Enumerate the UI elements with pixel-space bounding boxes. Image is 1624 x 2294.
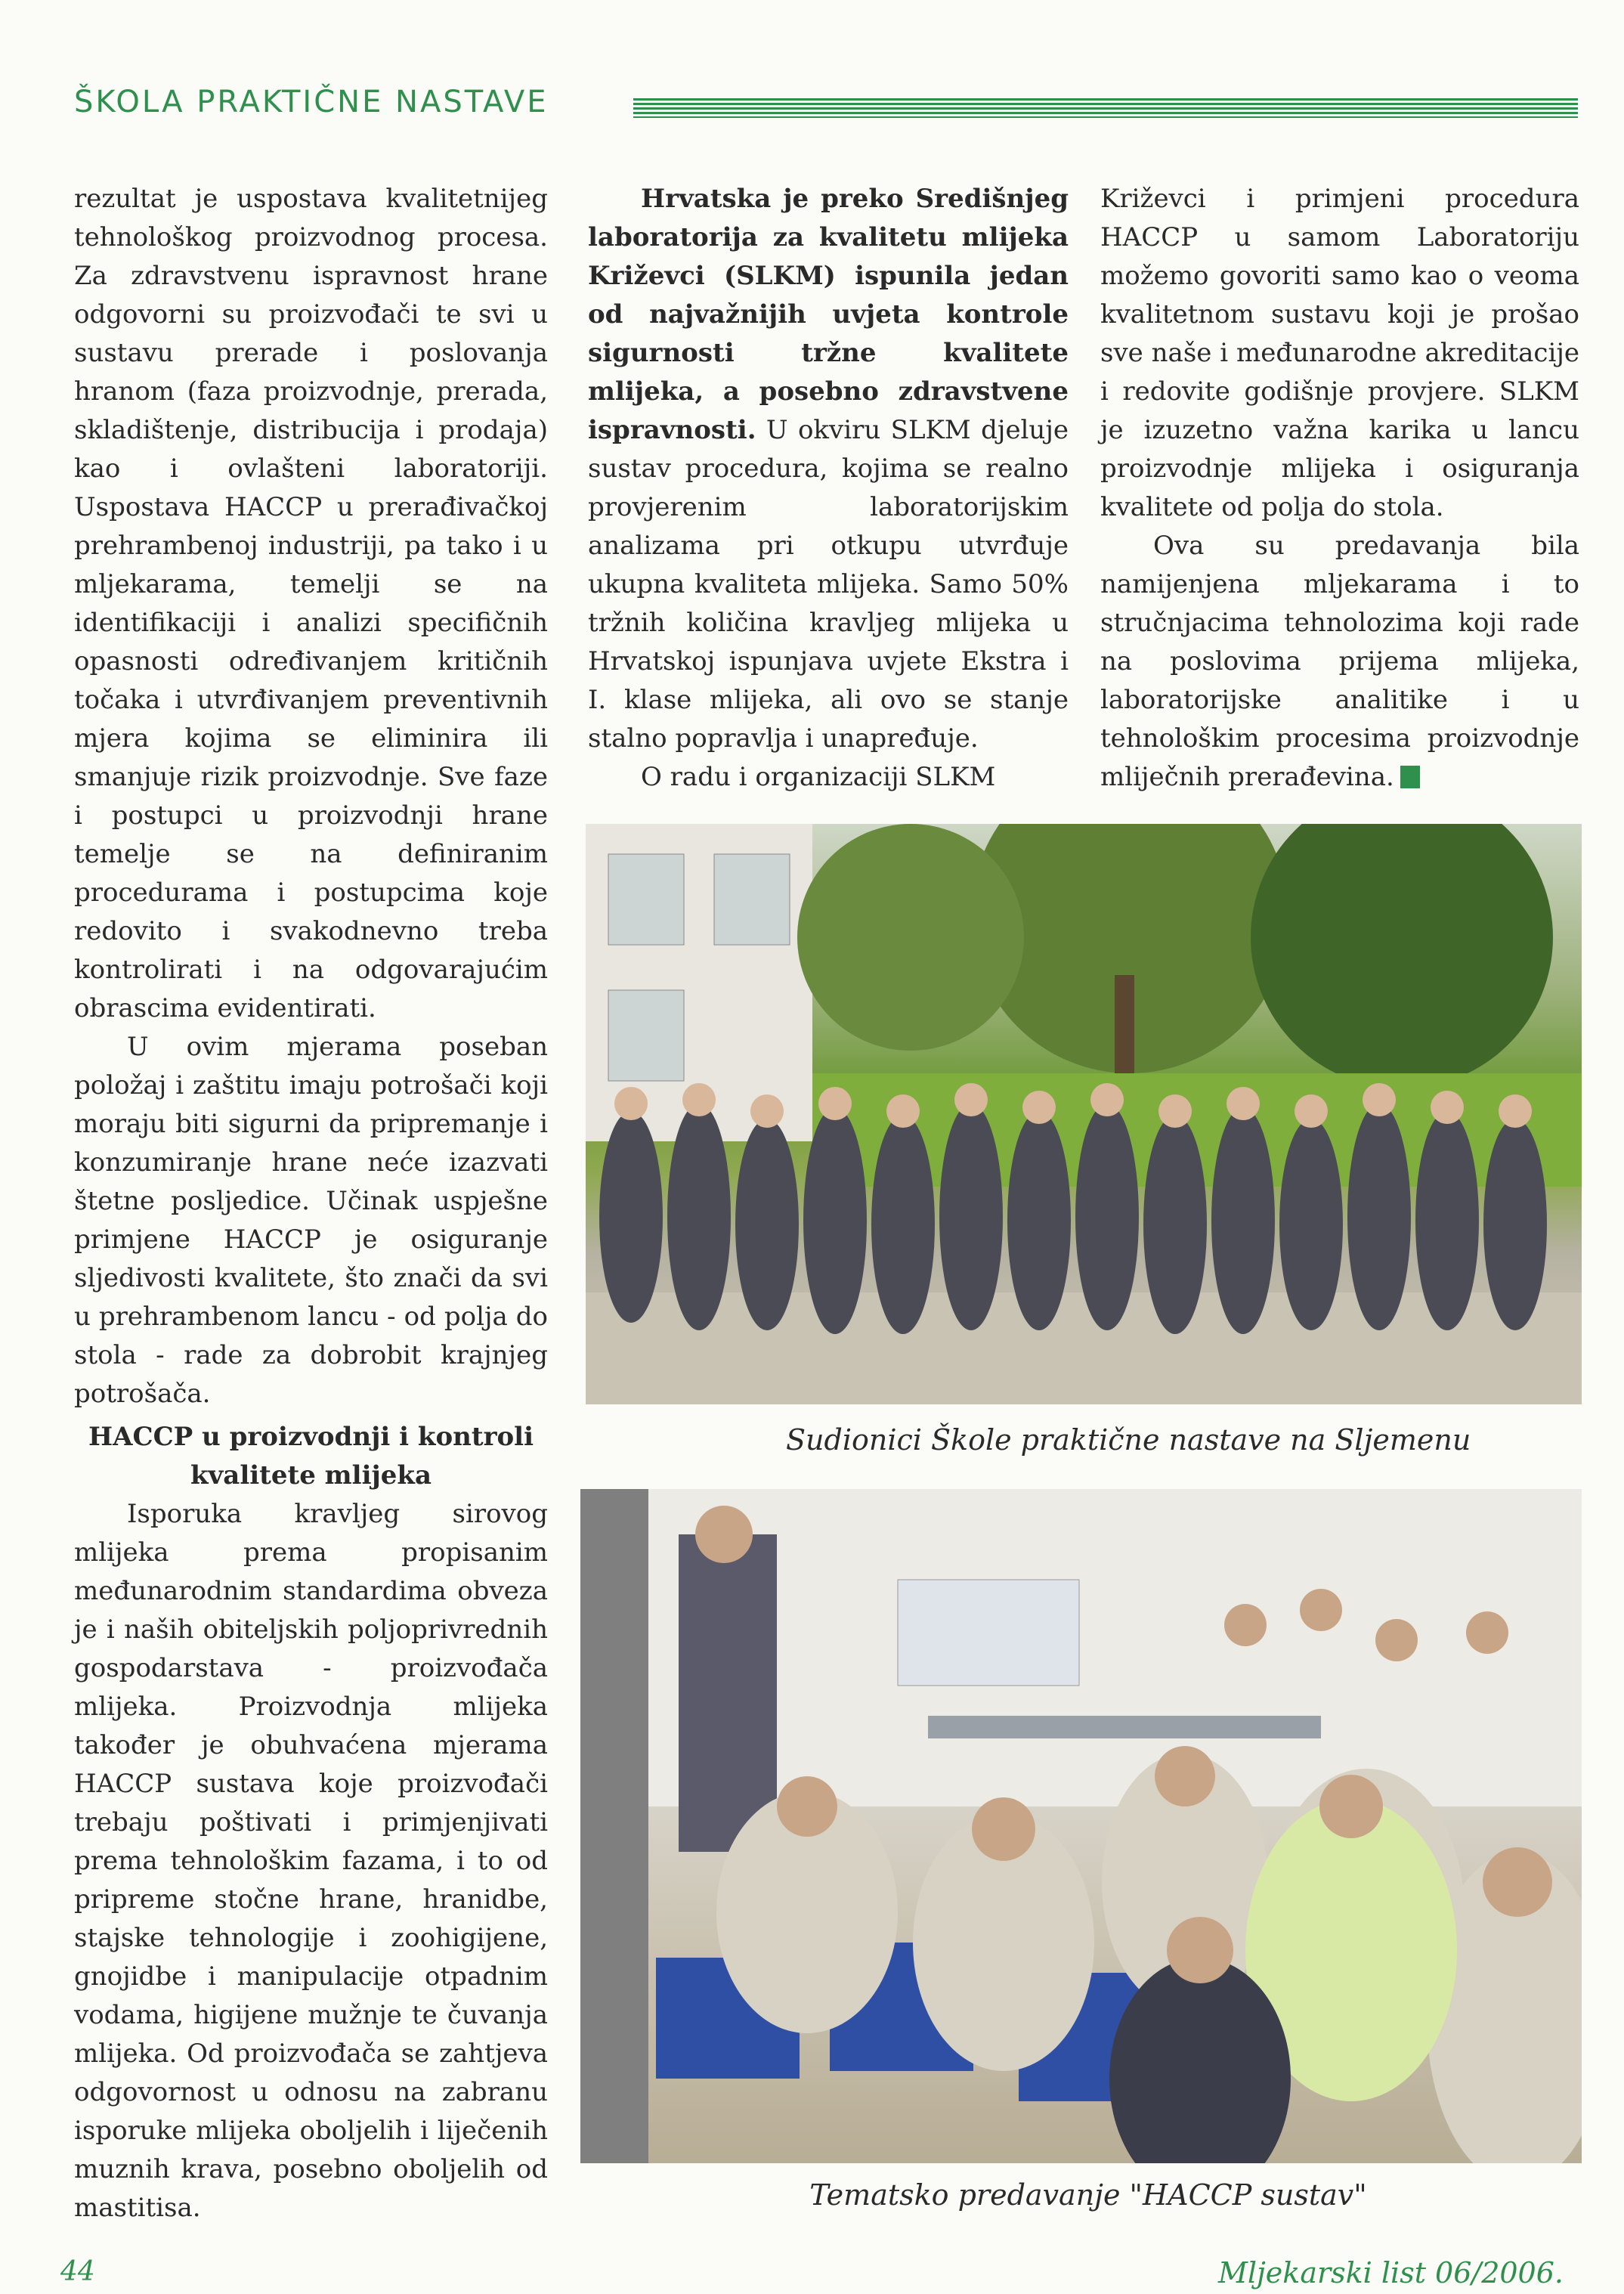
text-column-2 [588,180,1069,797]
paragraph: rezultat je uspostava kvalitetnijeg tehnološkog proizvodnog procesa. Za zdravstvenu ispravnost hrane odgovorni su proizvođači te svi u sustavu prerade i poslovanja hranom (faza proizvodnje, prerada, skladištenje, distribucija i prodaja) kao i ovlašteni laboratoriji. Uspostava HACCP u prerađivačkoj prehrambenoj industriji, pa tako i u mljekarama, temelji se na identifikaciji i analizi specifičnih opasnosti određivanjem kritičnih točaka i utvrđivanjem preventivnih mjera kojima se eliminira ili smanjuje rizik proizvodnje. Sve faze i postupci u proizvodnji hrane temelje se na definiranim procedurama i postupcima koje redovito i svakodnevno treba kontrolirati i na odgovarajućim obrascima evidentirati. [74,184,548,1023]
lecture-photo-illustration [580,1489,1582,2163]
page-number: 44 [60,2256,95,2287]
section-title: ŠKOLA PRAKTIČNE NASTAVE [74,85,549,119]
journal-issue: Mljekarski list 06/2006. [1217,2256,1564,2289]
paragraph: Isporuka kravljeg sirovog mlijeka prema propisanim međunarodnim standardima obveza je i naših obiteljskih poljoprivrednih gospodarstava - proizvođača mlijeka. Proizvodnja mlijeka također je obuhvaćena mjerama HACCP sustava koje proizvođači trebaju poštivati i primjenjivati prema tehnološkim fazama, i to od pripreme stočne hrane, hranidbe, stajske tehnologije i zoohigijene, gnojidbe i manipulacije otpadnim vodama, higijene mužnje te čuvanja mlijeka. Od proizvođača se zahtjeva odgovornost u odnosu na zabranu isporuke mlijeka oboljelih i liječenih muznih krava, posebno oboljelih od mastitisa. [74,1499,548,2223]
end-of-article-mark [1400,766,1420,788]
lead-text: Hrvatska je preko Središnjeg laboratorija za kvalitetu mlijeka Križevci (SLKM) ispunila jedan od najvažnijih uvjeta kontrole sigurnosti tržne kvalitete mlijeka, a posebno zdravstvene ispravnosti. [588,184,1069,445]
photo-caption: Sudionici Škole praktične nastave na Sljemenu [786,1423,1471,1457]
text-column-3 [1100,180,1579,797]
group-photo [586,824,1582,1404]
paragraph: U ovim mjerama poseban položaj i zaštitu imaju potrošači koji moraju biti sigurni da pripremanje i konzumiranje hrane neće izazvati štetne posljedice. Učinak uspješne primjene HACCP je osiguranje sljedivosti kvalitete, što znači da svi u prehrambenom lancu - od polja do stola - rade za dobrobit krajnjeg potrošača. [74,1032,548,1409]
header-rule [633,98,1578,118]
paragraph: O radu i organizaciji SLKM [641,762,996,792]
photo-caption: Tematsko predavanje "HACCP sustav" [809,2178,1367,2212]
text-column-1 [74,180,548,2227]
paragraph: Križevci i primjeni procedura HACCP u samom Laboratoriju možemo govoriti samo kao o veoma kvalitetnom sustavu koji je prošao sve naše i međunarodne akreditacije i redovite godišnje provjere. SLKM je izuzetno važna karika u lancu proizvodnje mlijeka i osiguranja kvalitete od polja do stola. [1100,184,1579,522]
paragraph [588,180,1069,758]
paragraph-text: Ova su predavanja bila namijenjena mljekarama i to stručnjacima tehnolozima koji rade na poslovima prijema mlijeka, laboratorijske analitike i u tehnološkim procesima proizvodnje mliječnih prerađevina. [1100,531,1579,792]
page-header [74,85,1578,130]
paragraph [1100,527,1579,797]
subheading: HACCP u proizvodnji i kontroli kvalitete mlijeka [88,1422,534,1491]
paragraph-rest: U okviru SLKM djeluje sustav procedura, kojima se realno provjerenim laboratorijskim analizama pri otkupu utvrđuje ukupna kvaliteta mlijeka. Samo 50% tržnih količina kravljeg mlijeka u Hrvatskoj ispunjava uvjete Ekstra i I. klase mlijeka, ali ovo se stanje stalno popravlja i unapređuje. [588,415,1069,754]
lecture-photo [580,1489,1582,2163]
group-photo-illustration [586,824,1582,1404]
